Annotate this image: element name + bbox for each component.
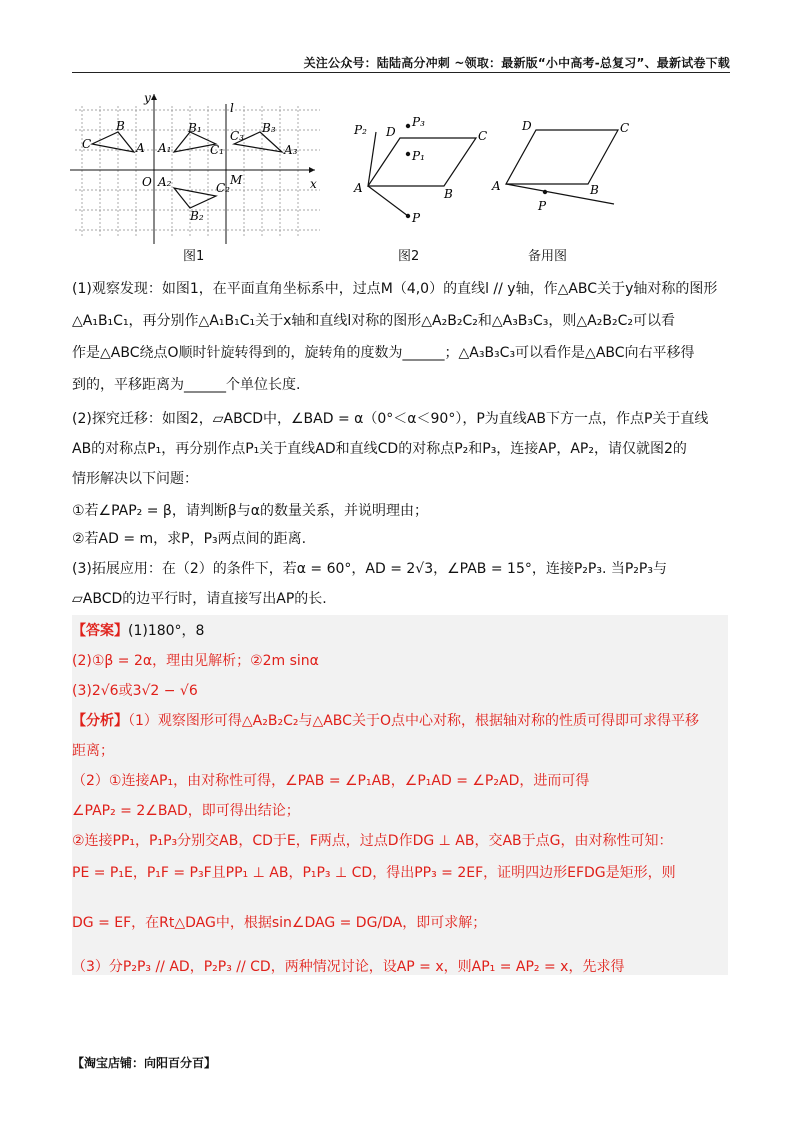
fig1-label-M: M — [230, 173, 243, 187]
analysis-line-2: 距离； — [72, 743, 114, 759]
fig2-label-P1: P₁ — [412, 149, 425, 163]
fig1-label-A2: A₂ — [158, 175, 172, 189]
question-2-part-b: ②若AD = m，求P，P₃两点间的距离. — [72, 531, 307, 547]
fig2-label-D: D — [386, 125, 396, 139]
question-1-line-3: 作是△ABC绕点O顺时针旋转得到的，旋转角的度数为______；△A₃B₃C₃可以看作是△ABC向右平移得 — [72, 345, 695, 361]
fig1-label-B1: B₁ — [188, 121, 202, 135]
fig1-label-A1: A₁ — [158, 141, 172, 155]
figure-2 — [350, 112, 500, 232]
fig3-label-A: A — [492, 179, 501, 193]
analysis-line-1 — [72, 710, 699, 730]
answer-line-1 — [72, 620, 204, 640]
analysis-line-6: PE = P₁E，P₁F = P₃F且PP₁ ⊥ AB，P₁P₃ ⊥ CD，得出PP₃ = 2EF，证明四边形EFDG是矩形，则 — [72, 865, 676, 881]
fig2-label-P2: P₂ — [354, 123, 367, 137]
figure-spare — [486, 112, 630, 222]
fig3-label-C: C — [620, 121, 630, 135]
fig1-label-y: y — [144, 91, 151, 105]
figure-1 — [70, 86, 330, 264]
fig1-label-x: x — [310, 177, 317, 191]
fig1-label-O: O — [142, 175, 152, 189]
fig2-label-A: A — [354, 181, 363, 195]
question-2-line-2: AB的对称点P₁，再分别作点P₁关于直线AD和直线CD的对称点P₂和P₃，连接AP，AP₂，请仅就图2的 — [72, 441, 687, 457]
answer-tag: 【答案】 — [72, 623, 128, 639]
question-1-line-2: △A₁B₁C₁，再分别作△A₁B₁C₁关于x轴和直线l对称的图形△A₂B₂C₂和△A₃B₃C₃，则△A₂B₂C₂可以看 — [72, 313, 675, 329]
question-2-line-1: (2)探究迁移：如图2，▱ABCD中，∠BAD = α（0°＜α＜90°），P为直线AB下方一点，作点P关于直线 — [72, 411, 709, 427]
fig1-label-B3: B₃ — [262, 121, 276, 135]
fig1-label-C1: C₁ — [210, 143, 224, 157]
fig2-label-C: C — [478, 129, 488, 143]
fig2-label-B: B — [444, 187, 453, 201]
analysis-line-4: ∠PAP₂ = 2∠BAD，即可得出结论； — [72, 803, 300, 819]
fig1-label-l: l — [230, 101, 234, 115]
question-3-line-1: (3)拓展应用：在（2）的条件下，若α = 60°，AD = 2√3，∠PAB = 15°，连接P₂P₃. 当P₂P₃与 — [72, 561, 667, 577]
fig3-label-B: B — [590, 183, 599, 197]
fig2-label-P3: P₃ — [412, 115, 425, 129]
answer-1: (1)180°，8 — [128, 623, 205, 639]
analysis-line-7: DG = EF，在Rt△DAG中，根据sin∠DAG = DG/DA，即可求解； — [72, 915, 487, 931]
answer-2: (2)①β = 2α，理由见解析；②2m sinα — [72, 653, 319, 669]
fig3-label-P: P — [538, 199, 547, 213]
fig1-label-A: A — [136, 141, 145, 155]
figure-spare-caption: 备用图 — [528, 249, 568, 264]
fig2-label-P: P — [412, 211, 421, 225]
analysis-tag: 【分析】 — [72, 713, 128, 729]
page-footer: 【淘宝店铺：向阳百分百】 — [72, 1056, 217, 1070]
analysis-line-3: （2）①连接AP₁，由对称性可得，∠PAB = ∠P₁AB，∠P₁AD = ∠P₂AD，进而可得 — [72, 773, 590, 789]
question-2-part-a: ①若∠PAP₂ = β，请判断β与α的数量关系，并说明理由； — [72, 503, 429, 519]
fig1-label-B2: B₂ — [190, 209, 204, 223]
question-1-line-1: (1)观察发现：如图1，在平面直角坐标系中，过点M（4,0）的直线l // y轴，作△ABC关于y轴对称的图形 — [72, 281, 718, 297]
fig1-label-C3: C₃ — [230, 129, 244, 143]
figure-1-caption: 图1 — [183, 249, 205, 264]
fig1-label-C2: C₂ — [216, 181, 230, 195]
answer-3: (3)2√6或3√2 − √6 — [72, 683, 198, 699]
fig1-label-C: C — [82, 137, 92, 151]
page-header: 关注公众号：陆陆高分冲刺 ~领取：最新版“小中高考-总复习”、最新试卷下载 — [303, 56, 730, 70]
analysis-line-1-text: （1）观察图形可得△A₂B₂C₂与△ABC关于O点中心对称，根据轴对称的性质可得即可求得平移 — [128, 713, 699, 729]
question-1-line-4: 到的，平移距离为______个单位长度. — [72, 377, 301, 393]
fig1-label-B: B — [116, 119, 125, 133]
analysis-line-5: ②连接PP₁，P₁P₃分别交AB，CD于E，F两点，过点D作DG ⊥ AB，交AB于点G，由对称性可知： — [72, 833, 673, 849]
fig1-label-A3: A₃ — [284, 143, 298, 157]
question-2-line-3: 情形解决以下问题： — [72, 471, 198, 487]
header-rule — [72, 72, 730, 73]
figure-2-caption: 图2 — [398, 249, 420, 264]
analysis-line-8: （3）分P₂P₃ // AD，P₂P₃ // CD，两种情况讨论，设AP = x，则AP₁ = AP₂ = x，先求得 — [72, 959, 625, 975]
fig3-label-D: D — [522, 119, 532, 133]
question-3-line-2: ▱ABCD的边平行时，请直接写出AP的长. — [72, 591, 327, 607]
